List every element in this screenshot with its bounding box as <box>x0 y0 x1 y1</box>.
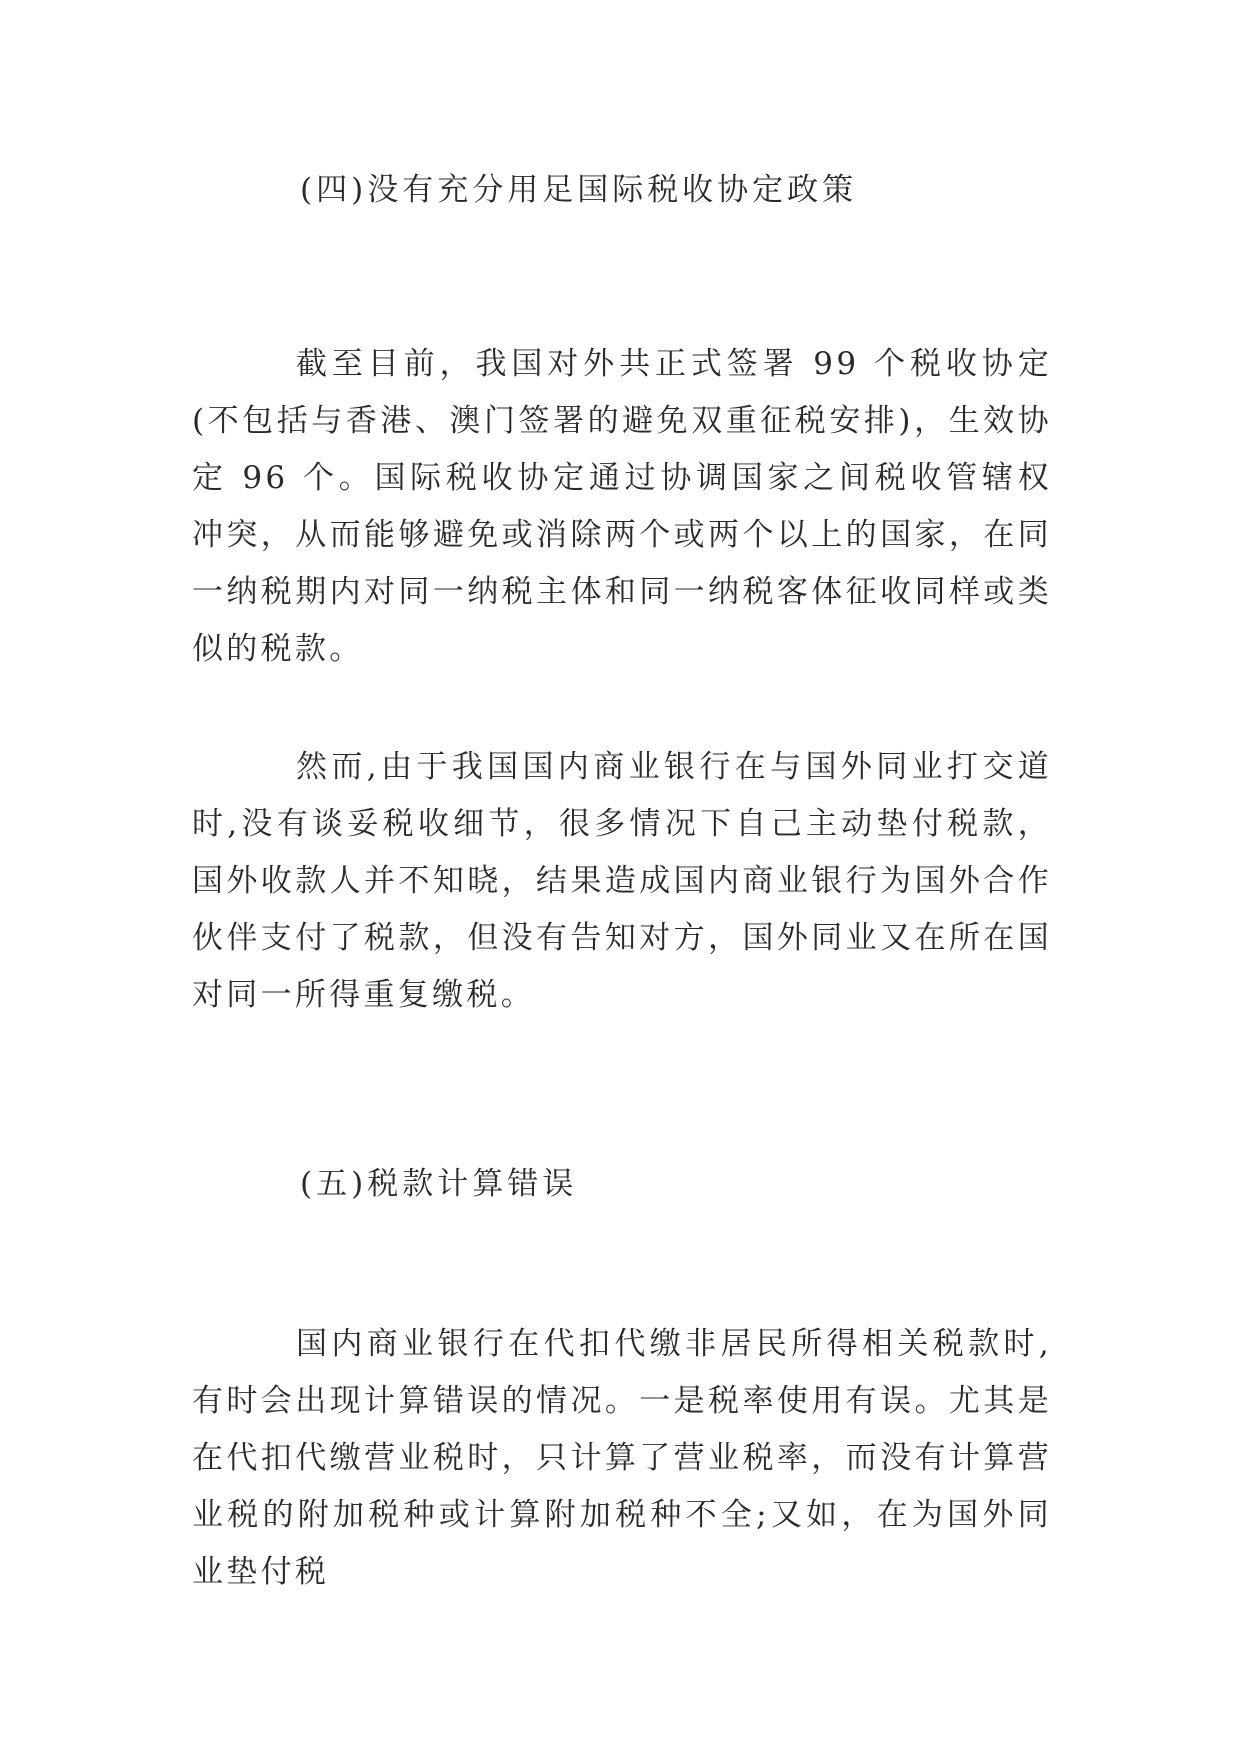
section-heading-5: (五)税款计算错误 <box>300 1166 578 1202</box>
paragraph-double-taxation: 然而,由于我国国内商业银行在与国外同业打交道时,没有谈妥税收细节，很多情况下自己主动垫付税款，国外收款人并不知晓，结果造成国内商业银行为国外合作伙伴支付了税款，但没有告知对方，国外同业又在所在国对同一所得重复缴税。 <box>192 749 1052 1013</box>
paragraph-calculation-errors: 国内商业银行在代扣代缴非居民所得相关税款时,有时会出现计算错误的情况。一是税率使用有误。尤其是在代扣代缴营业税时，只计算了营业税率，而没有计算营业税的附加税种或计算附加税种不全;又如，在为国外同业垫付税 <box>192 1326 1052 1590</box>
paragraph-tax-treaties: 截至目前，我国对外共正式签署 99 个税收协定(不包括与香港、澳门签署的避免双重征税安排)，生效协定 96 个。国际税收协定通过协调国家之间税收管辖权冲突，从而能够避免或消除两个或两个以上的国家，在同一纳税期内对同一纳税主体和同一纳税客体征收同样或类似的税款。 <box>192 346 1052 667</box>
section-heading-4: (四)没有充分用足国际税收协定政策 <box>300 172 858 208</box>
